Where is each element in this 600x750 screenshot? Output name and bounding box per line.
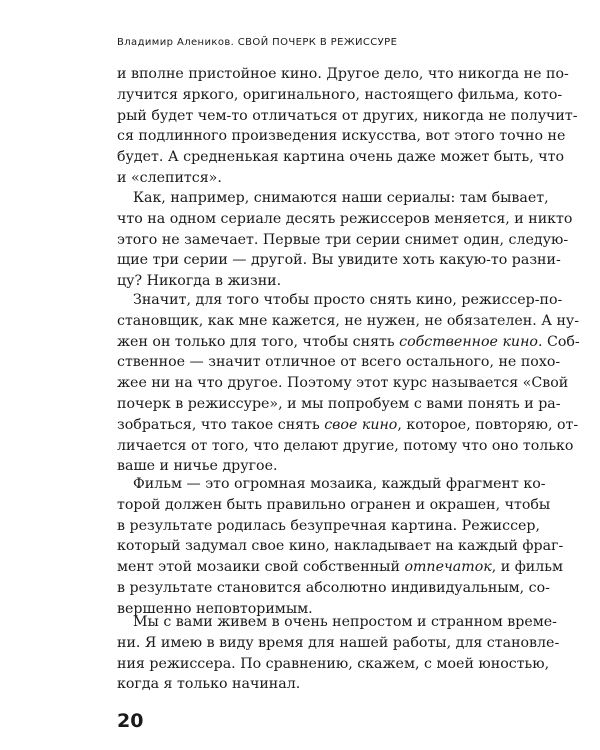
- text-line: почерк в режиссуре», и мы попробуем с вами понять и ра-: [117, 395, 561, 412]
- paragraph-3: [117, 290, 580, 477]
- running-header: Владимир Алеников. СВОЙ ПОЧЕРК В РЕЖИССУРЕ: [117, 37, 398, 48]
- text-line: Мы с вами живем в очень непростом и странном време-: [133, 614, 557, 630]
- text-line: когда я только начинал.: [117, 676, 301, 693]
- text-line: [117, 415, 579, 436]
- text-segment: . Соб-: [537, 333, 580, 350]
- text-line: будет. А средненькая картина очень даже может быть, что: [117, 149, 564, 166]
- text-segment: , которое, повторяю, от-: [397, 416, 579, 433]
- text-line: жее ни на что другое. Поэтому этот курс называется «Свой: [117, 375, 569, 392]
- text-line: [117, 557, 564, 578]
- text-line: рый будет чем-то отличаться от других, никогда не получит-: [117, 107, 578, 124]
- paragraph-4: [117, 474, 564, 620]
- text-line: Значит, для того чтобы просто снять кино, режиссер-по-: [133, 292, 563, 308]
- text-line: Как, например, снимаются наши сериалы: там бывает,: [133, 190, 549, 206]
- text-line: этого не замечает. Первые три серии снимет один, следую-: [117, 231, 569, 248]
- text-line: торой должен быть правильно огранен и окрашен, чтобы: [117, 496, 551, 513]
- emphasis-text: свое кино: [324, 416, 398, 433]
- text-segment: жен он только для того, чтобы снять: [117, 333, 395, 350]
- text-line: личается от того, что делают другие, потому что оно только: [117, 437, 574, 454]
- text-line: что на одном сериале десять режиссеров меняется, и никто: [117, 210, 573, 227]
- text-line: в результате становится абсолютно индивидуальным, со-: [117, 579, 550, 596]
- paragraph-5: [117, 612, 560, 695]
- text-segment: , и фильм: [491, 559, 564, 576]
- text-line: щие три серии — другой. Вы увидите хоть какую-то разни-: [117, 252, 561, 269]
- text-line: ваше и ничье другое.: [117, 458, 278, 475]
- text-line: в результате родилась безупречная картина. Режиссер,: [117, 517, 541, 534]
- text-segment: мент этой мозаики свой собственный: [117, 559, 400, 576]
- page-number: 20: [117, 710, 144, 732]
- text-line: и вполне пристойное кино. Другое дело, что никогда не по-: [117, 66, 569, 82]
- text-line: вершенно неповторимым.: [117, 600, 313, 617]
- text-line: лучится яркого, оригинального, настоящего фильма, кото-: [117, 86, 563, 103]
- text-line: становщик, как мне кажется, не нужен, не обязателен. А ну-: [117, 312, 580, 329]
- text-line: ни. Я имею в виду время для нашей работы, для становле-: [117, 634, 560, 651]
- text-line: [117, 332, 580, 353]
- text-line: и «слепится».: [117, 169, 222, 186]
- text-line: ственное — значит отличное от всего остального, не похо-: [117, 354, 561, 371]
- emphasis-text: отпечаток: [404, 559, 492, 576]
- text-line: ния режиссера. По сравнению, скажем, с моей юностью,: [117, 655, 550, 672]
- text-line: Фильм — это огромная мозаика, каждый фрагмент ко-: [133, 476, 546, 492]
- paragraph-2: [117, 188, 573, 292]
- emphasis-text: собственное кино: [399, 333, 538, 350]
- text-line: ся подлинного произведения искусства, вот этого точно не: [117, 128, 566, 145]
- paragraph-1: [117, 64, 578, 189]
- text-line: который задумал свое кино, накладывает на каждый фраг-: [117, 538, 564, 555]
- text-line: цу? Никогда в жизни.: [117, 273, 282, 290]
- text-segment: зобраться, что такое снять: [117, 416, 320, 433]
